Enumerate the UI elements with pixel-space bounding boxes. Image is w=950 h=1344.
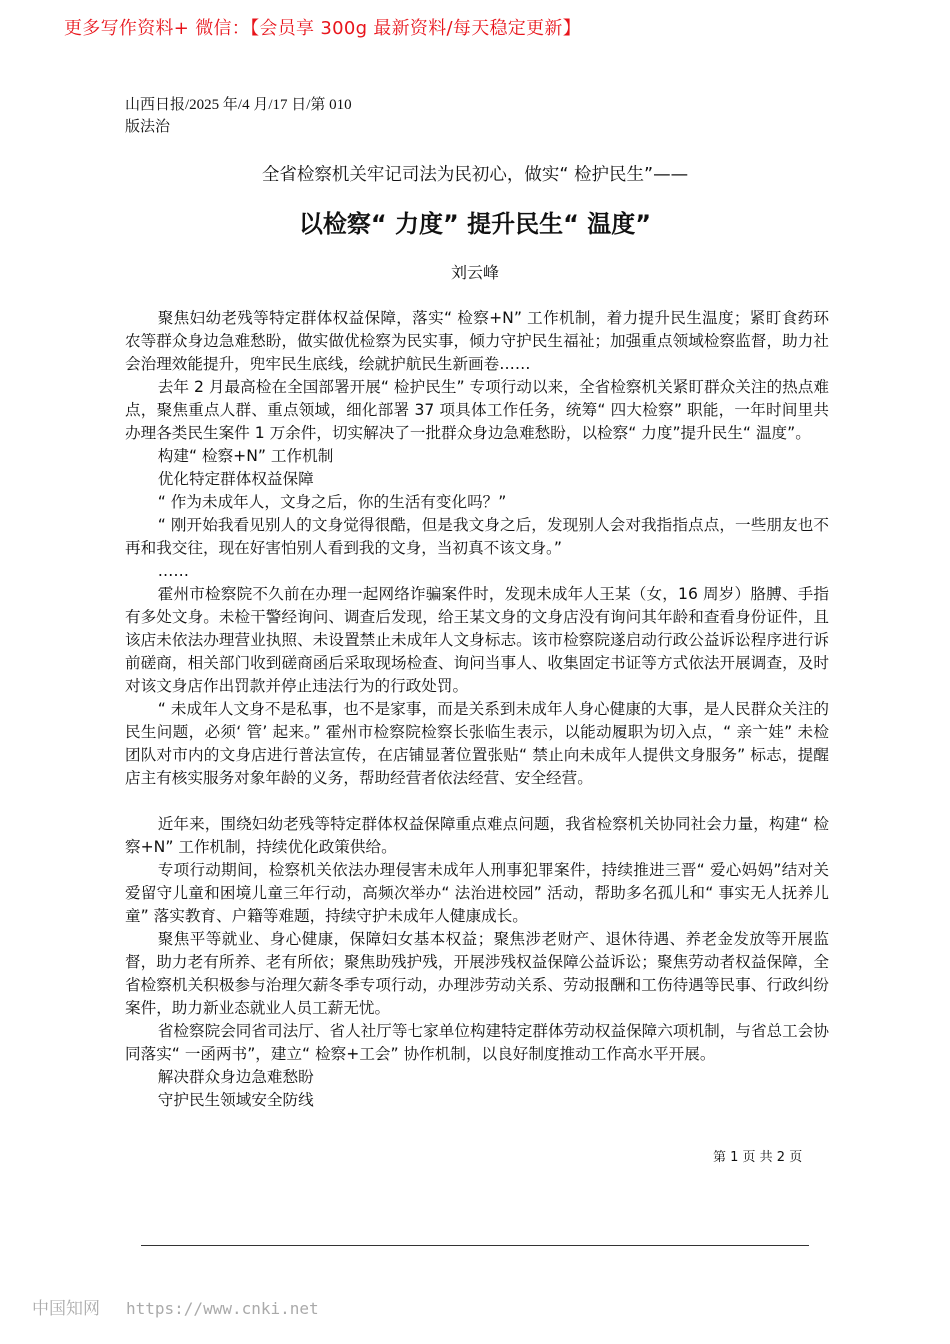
paragraph: ……: [157, 562, 189, 580]
promo-banner: 更多写作资料+ 微信：【会员享 300g 最新资料/每天稳定更新】: [64, 18, 581, 39]
section-line: 版法治: [125, 119, 171, 135]
paragraph: 省检察院会同省司法厅、省人社厅等七家单位构建特定群体劳动权益保障六项机制，与省总工会协同落实“ 一函两书”，建立“ 检察+工会” 协作机制，以良好制度推动工作高水平开展。: [125, 1022, 829, 1063]
article-subtitle: 全省检察机关牢记司法为民初心，做实“ 检护民生”——: [261, 165, 689, 185]
page-number: 第 1 页 共 2 页: [713, 1150, 803, 1165]
article-body: [125, 307, 829, 1112]
paragraph: 近年来，围绕妇幼老残等特定群体权益保障重点难点问题，我省检察机关协同社会力量，构建“ 检察+N” 工作机制，持续优化政策供给。: [125, 815, 829, 856]
watermark-brand: 中国知网: [32, 1299, 100, 1319]
paragraph: “ 作为未成年人，文身之后，你的生活有变化吗？”: [157, 493, 507, 511]
article-author: 刘云峰: [450, 263, 499, 282]
article-title: 以检察“ 力度” 提升民生“ 温度”: [298, 210, 652, 238]
paragraph: 霍州市检察院不久前在办理一起网络诈骗案件时，发现未成年人王某（女，16 周岁）胳膊、手指有多处文身。未检干警经询问、调查后发现，给王某文身的文身店没有询问其年龄和查看身份证件，且该店未依法办理营业执照、未设置禁止未成年人文身标志。该市检察院遂启动行政公益诉讼程序进行诉前磋商，相关部门收到磋商函后采取现场检查、询问当事人、收集固定书证等方式依法开展调查，及时对该文身店作出罚款并停止违法行为的行政处罚。: [125, 585, 829, 695]
watermark-url: https://www.cnki.net: [126, 1299, 319, 1318]
paragraph: 去年 2 月最高检在全国部署开展“ 检护民生” 专项行动以来，全省检察机关紧盯群众关注的热点难点，聚焦重点人群、重点领域，细化部署 37 项具体工作任务，统筹“ 四大检察” 职能，一年时间里共办理各类民生案件 1 万余件，切实解决了一批群众身边急难愁盼，以检察“ 力度”提升民生“ 温度”。: [125, 378, 829, 442]
paragraph: “ 刚开始我看见别人的文身觉得很酷，但是我文身之后，发现别人会对我指指点点，一些朋友也不再和我交往，现在好害怕别人看到我的文身，当初真不该文身。”: [125, 516, 829, 557]
paragraph: 聚焦平等就业、身心健康，保障妇女基本权益；聚焦涉老财产、退休待遇、养老金发放等开展监督，助力老有所养、老有所依；聚焦助残护残，开展涉残权益保障公益诉讼；聚焦劳动者权益保障，全省检察机关积极参与治理欠薪冬季专项行动，办理涉劳动关系、劳动报酬和工伤待遇等民事、行政纠纷案件，助力新业态就业人员工薪无忧。: [125, 930, 829, 1017]
paragraph: 专项行动期间，检察机关依法办理侵害未成年人刑事犯罪案件，持续推进三晋“ 爱心妈妈”结对关爱留守儿童和困境儿童三年行动，高频次举办“ 法治进校园” 活动，帮助多名孤儿和“ 事实无人抚养儿童” 落实教育、户籍等难题，持续守护未成年人健康成长。: [125, 861, 829, 925]
paragraph: 解决群众身边急难愁盼: [157, 1068, 314, 1086]
watermark: [32, 1294, 345, 1319]
paragraph: “ 未成年人文身不是私事，也不是家事，而是关系到未成年人身心健康的大事，是人民群众关注的民生问题，必须‘ 管’ 起来。” 霍州市检察院检察长张临生表示，以能动履职为切入点，“ 亲亠娃” 未检团队对市内的文身店进行普法宣传，在店铺显著位置张贴“ 禁止向未成年人提供文身服务” 标志，提醒店主有核实服务对象年龄的义务，帮助经营者依法经营、安全经营。: [125, 700, 829, 787]
paragraph: 构建“ 检察+N” 工作机制: [157, 447, 334, 465]
footer-divider: [141, 1245, 809, 1246]
paragraph: 优化特定群体权益保障: [157, 470, 314, 488]
paragraph: 守护民生领域安全防线: [157, 1091, 314, 1109]
source-line: 山西日报/2025 年/4 月/17 日/第 010: [125, 97, 352, 113]
source-meta: [125, 94, 352, 138]
paragraph: 聚焦妇幼老残等特定群体权益保障，落实“ 检察+N” 工作机制，着力提升民生温度；紧盯食药环农等群众身边急难愁盼，做实做优检察为民实事，倾力守护民生福祉；加强重点领域检察监督，助力社会治理效能提升，兜牢民生底线，绘就护航民生新画卷……: [125, 309, 829, 373]
blank-line: [125, 790, 829, 813]
